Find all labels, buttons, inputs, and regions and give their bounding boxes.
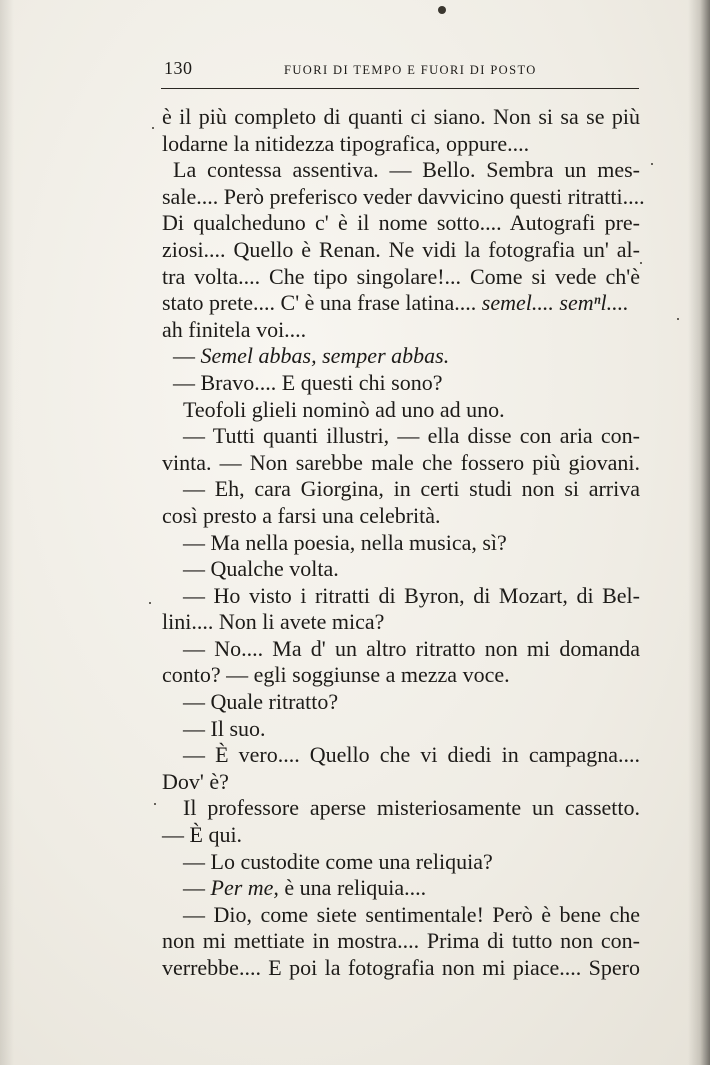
page-gutter-shadow-left [0,0,14,1065]
text-line: conto? — egli soggiunse a mezza voce. [162,662,510,688]
text-line: — Quale ritratto? [183,689,339,715]
paper-speck [149,602,151,604]
text-segment: stato prete.... C' è una frase latina.... [162,290,477,316]
text-line: — Dio, come siete sentimentale! Però è bene che [183,901,640,927]
text-line: — Ho visto i ritratti di Byron, di Mozart, di Bel- [183,582,640,608]
paper-speck [438,6,446,14]
text-line: vinta. — Non sarebbe male che fossero più giovani. [162,449,640,475]
text-line: ziosi.... Quello è Renan. Ne vidi la fotografia un' al- [162,236,640,262]
text-line: — Tutti quanti illustri, — ella disse con aria con- [183,423,640,449]
header-rule [161,88,639,89]
text-line: non mi mettiate in mostra.... Prima di tutto non con- [162,928,640,954]
text-line: — È qui. [162,822,243,848]
text-line: — Eh, cara Giorgina, in certi studi non si arriva [183,476,640,502]
text-line: Teofoli glieli nominò ad uno ad uno. [183,396,505,422]
dash-segment: — [183,875,211,901]
text-segment: è una reliquia.... [278,875,427,901]
text-line: — Bravo.... E questi chi sono? [173,369,443,395]
text-line: lini.... Non li avete mica? [162,609,385,635]
text-line: è il più completo di quanti ci siano. Non si sa se più [162,104,640,129]
text-line: Di qualcheduno c' è il nome sotto.... Autografi pre- [162,210,640,236]
text-line [162,343,640,370]
text-line: — Ma nella poesia, nella musica, sì? [183,529,507,555]
dash-segment: — [173,343,201,369]
text-line: Dov' è? [162,768,229,794]
text-line: — Lo custodite come una reliquia? [183,848,493,874]
text-line: così presto a farsi una celebrità. [162,502,441,528]
text-line: Il professore aperse misteriosamente un cassetto. [183,795,640,821]
page-number: 130 [164,58,193,78]
text-line: — Il suo. [183,715,266,741]
text-line: tra volta.... Che tipo singolare!... Come si vede ch'è [162,263,640,289]
text-line: sale.... Però preferisco veder davvicino questi ritratti.... [162,183,645,209]
paper-speck [154,803,156,805]
paper-speck [152,127,154,129]
body-text [162,104,645,982]
text-line [162,290,640,317]
italic-segment: semel.... semⁿl.... [481,290,629,316]
running-title: FUORI DI TEMPO E FUORI DI POSTO [284,63,537,77]
text-line: ah finitela voi.... [162,316,307,342]
text-line: lodarne la nitidezza tipografica, oppure.... [162,130,530,156]
text-line: La contessa assentiva. — Bello. Sembra un mes- [173,157,640,183]
text-line: — È vero.... Quello che vi diedi in campagna.... [183,742,640,768]
text-line: — No.... Ma d' un altro ritratto non mi domanda [183,635,640,661]
text-line: verrebbe.... E poi la fotografia non mi piace.... Spero [162,955,640,980]
paper-speck [651,163,653,165]
italic-segment: Semel abbas, semper abbas. [200,343,450,369]
text-line: — Qualche volta. [183,556,339,582]
paper-speck [677,318,679,320]
running-head [162,58,638,86]
paper-speck [640,262,642,264]
page-gutter-shadow-right [688,0,710,1065]
italic-segment: Per me, [210,875,279,901]
text-line [162,875,640,902]
